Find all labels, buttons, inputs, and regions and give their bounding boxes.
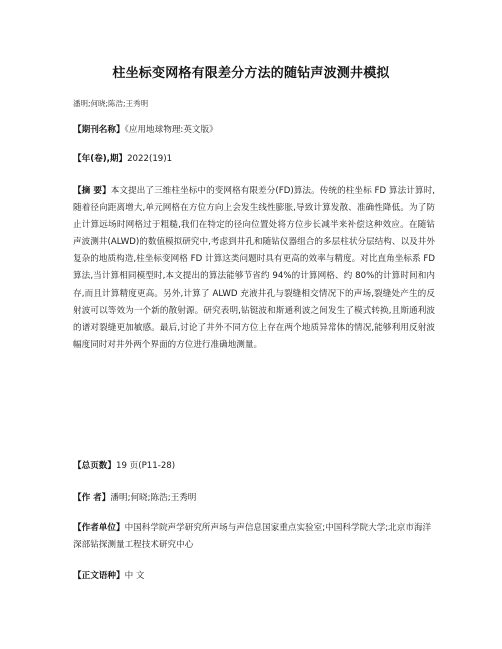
authors-field xyxy=(73,490,433,507)
abstract-label: 【摘 要】 xyxy=(73,186,111,196)
language-field xyxy=(73,568,433,585)
abstract-block xyxy=(73,183,435,354)
journal-label: 【期刊名称】 xyxy=(73,125,125,135)
authors-value: 潘明;何晓;陈浩;王秀明 xyxy=(110,493,197,503)
journal-field xyxy=(73,122,433,139)
pages-label: 【总页数】 xyxy=(73,461,116,471)
language-value: 中 文 xyxy=(124,571,145,581)
issue-label: 【年(卷),期】 xyxy=(73,154,128,164)
abstract-text: 本文提出了三维柱坐标中的变网格有限差分(FD)算法。传统的柱坐标 FD 算法计算时,随着径向距离增大,单元网格在方位方向上会发生线性膨胀,导致计算发散、准确性降低。为了防止计算远场时网格过于粗糙,我们在特定的径向位置处将方位步长减半来补偿这种效应。在随钻声波测井(ALWD)的数值模拟研究中,考虑到井孔和随钻仪器组合的多层柱状分层结构、以及井外复杂的地质构造,柱坐标变网格 FD 计算这类问题时具有更高的效率与精度。对比直角坐标系 FD 算法,当计算相同模型时,本文提出的算法能够节省约 94%的计算网格、约 80%的计算时间和内存,而且计算精度更高。另外,计算了 ALWD 充液井孔与裂缝相交情况下的声场,裂缝处产生的反射波可以等效为一个新的散射源。研究表明,钻铤波和斯通利波之间发生了模式转换,且斯通利波的谱对裂缝更加敏感。最后,讨论了井外不同方位上存在两个地质异常体的情况,能够利用反射波幅度同时对井外两个界面的方位进行准确地测量。 xyxy=(73,186,435,350)
journal-value: 《应用地球物理:英文版》 xyxy=(124,125,218,135)
affiliation-value: 中国科学院声学研究所声场与声信息国家重点实验室;中国科学院大学;北京市海洋深部钻探测量工程技术研究中心 xyxy=(73,523,432,550)
affiliation-field xyxy=(73,520,435,554)
issue-field xyxy=(73,151,433,168)
authors-label: 【作 者】 xyxy=(73,493,111,503)
paper-title: 柱坐标变网格有限差分方法的随钻声波测井模拟 xyxy=(112,66,390,81)
affiliation-label: 【作者单位】 xyxy=(73,523,125,533)
issue-value: 2022(19)1 xyxy=(127,154,173,164)
author-byline: 潘明;何晓;陈浩;王秀明 xyxy=(73,99,149,108)
language-label: 【正文语种】 xyxy=(73,571,125,581)
pages-field xyxy=(73,458,433,475)
pages-value: 19 页(P11-28) xyxy=(115,461,176,471)
